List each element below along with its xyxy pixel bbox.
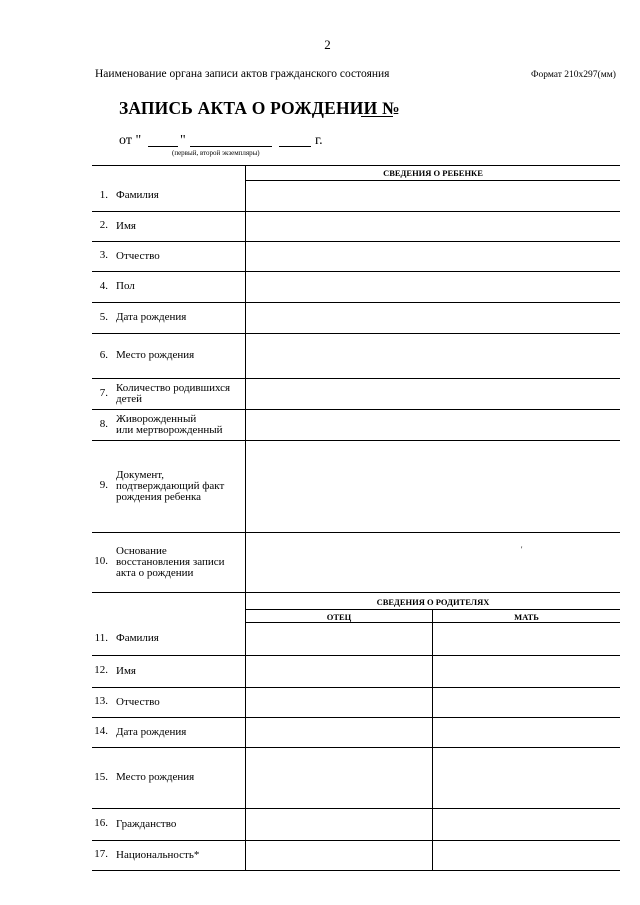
child-value-cell[interactable] <box>246 302 620 333</box>
child-row-number: 2. <box>99 219 108 231</box>
child-row-number: 10. <box>94 555 108 567</box>
parent-row-label: Имя <box>116 664 136 677</box>
father-value-cell[interactable] <box>246 717 432 747</box>
child-row-label-line: или мертворожденный <box>116 423 223 436</box>
child-row-label: Фамилия <box>116 189 159 201</box>
mother-value-cell[interactable] <box>433 622 620 655</box>
parents-section-header: СВЕДЕНИЯ О РОДИТЕЛЯХ <box>376 597 490 607</box>
year-suffix: г. <box>315 133 323 148</box>
child-row-number: 9. <box>99 479 108 491</box>
mother-value-cell[interactable] <box>433 840 620 870</box>
child-row-label: Место рождения <box>116 349 195 361</box>
child-row-number: 1. <box>99 188 108 201</box>
parent-row-label: Фамилия <box>116 632 159 644</box>
child-row-label <box>116 383 230 405</box>
child-value-cell[interactable] <box>246 241 620 271</box>
parent-row-label: Гражданство <box>116 817 177 830</box>
parent-row-number: 15. <box>94 770 108 783</box>
parent-row-number: 14. <box>94 725 108 737</box>
day-field[interactable] <box>148 146 178 147</box>
child-row-number: 6. <box>99 348 108 361</box>
child-row-label-line: восстановления записи <box>116 555 225 568</box>
child-row-label <box>116 414 223 436</box>
child-row-label-line: рождения ребенка <box>116 490 202 503</box>
child-row-label <box>116 546 225 579</box>
parent-row-number: 13. <box>94 695 108 707</box>
child-row-label: Отчество <box>116 249 160 262</box>
paper-format-label: Формат 210х297(мм) <box>531 70 616 80</box>
parent-row-number: 16. <box>94 817 108 829</box>
child-value-cell[interactable] <box>246 271 620 302</box>
mother-value-cell[interactable] <box>433 687 620 717</box>
parent-row-number: 17. <box>94 848 108 860</box>
registry-office-label: Наименование органа записи актов гражданского состояния <box>95 68 390 80</box>
child-row-number: 7. <box>99 386 108 399</box>
date-prefix: от <box>119 133 132 148</box>
parent-row-number: 12. <box>94 664 108 676</box>
parent-row-rule <box>92 870 620 871</box>
stray-mark: ' <box>521 545 523 554</box>
parent-row-label: Место рождения <box>116 771 195 783</box>
child-section-header: СВЕДЕНИЯ О РЕБЕНКЕ <box>383 168 483 178</box>
page-number: 2 <box>324 37 331 52</box>
father-value-cell[interactable] <box>246 808 432 840</box>
child-row-label-line: Документ, <box>116 468 165 481</box>
child-value-cell[interactable] <box>246 532 620 592</box>
father-value-cell[interactable] <box>246 622 432 655</box>
mother-value-cell[interactable] <box>433 717 620 747</box>
record-number-field[interactable] <box>361 116 393 117</box>
father-value-cell[interactable] <box>246 840 432 870</box>
child-value-cell[interactable] <box>246 180 620 211</box>
parent-row-label: Отчество <box>116 695 160 708</box>
child-row-label: Пол <box>116 280 135 292</box>
child-row-number: 8. <box>99 417 108 430</box>
year-field[interactable] <box>279 146 311 147</box>
child-row-label <box>116 470 224 503</box>
child-row-label-line: детей <box>116 392 143 405</box>
child-value-cell[interactable] <box>246 211 620 241</box>
child-row-label: Имя <box>116 219 136 232</box>
father-value-cell[interactable] <box>246 655 432 687</box>
father-column-header: ОТЕЦ <box>326 612 352 622</box>
mother-column-header: МАТЬ <box>514 612 539 622</box>
close-quote: " <box>180 133 186 148</box>
child-row-number: 4. <box>99 279 108 292</box>
date-line <box>119 133 141 149</box>
parent-row-label: Дата рождения <box>116 725 187 738</box>
father-value-cell[interactable] <box>246 747 432 808</box>
open-quote: " <box>135 133 142 148</box>
mother-value-cell[interactable] <box>433 655 620 687</box>
parents-header-rule <box>245 609 620 610</box>
father-value-cell[interactable] <box>246 687 432 717</box>
child-row-label-line: Живорожденный <box>116 412 197 425</box>
child-row-label-line: Основание <box>116 544 167 557</box>
child-row-number: 5. <box>99 310 108 323</box>
mother-value-cell[interactable] <box>433 747 620 808</box>
copy-note: (первый, второй экземпляры) <box>172 149 260 157</box>
child-row-label: Дата рождения <box>116 311 187 323</box>
parent-row-number: 11. <box>94 631 108 644</box>
parent-row-label: Национальность* <box>116 848 200 861</box>
child-value-cell[interactable] <box>246 378 620 409</box>
child-value-cell[interactable] <box>246 409 620 440</box>
child-value-cell[interactable] <box>246 440 620 532</box>
child-row-label-line: подтверждающий факт <box>116 479 225 492</box>
document-title: ЗАПИСЬ АКТА О РОЖДЕНИИ № <box>119 98 400 118</box>
child-row-number: 3. <box>99 249 108 261</box>
month-field[interactable] <box>190 146 272 147</box>
child-value-cell[interactable] <box>246 333 620 378</box>
table-top-rule <box>92 165 620 166</box>
child-row-rule <box>92 592 620 593</box>
child-row-label-line: Количество родившихся <box>116 381 231 394</box>
child-row-label-line: акта о рождении <box>116 566 194 579</box>
mother-value-cell[interactable] <box>433 808 620 840</box>
